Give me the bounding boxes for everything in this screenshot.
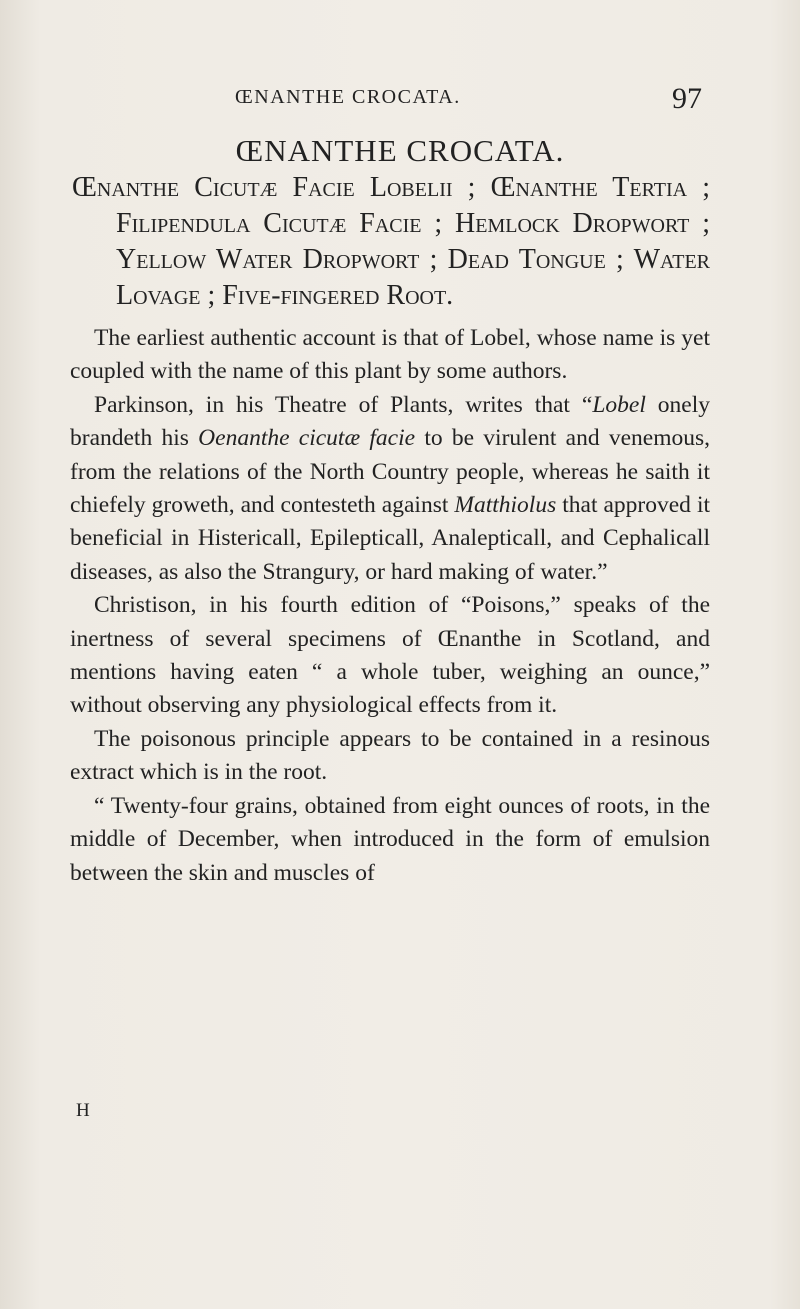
synonym-list: Œnanthe Cicutæ Facie Lobelii ; Œnanthe Tertia ; Filipendula Cicutæ Facie ; Hemlock Dropwort ; Yellow Water Dropwort ; Dead Tongue ; Water Lovage ; Five-fingered Root. <box>72 172 710 311</box>
section-heading: ŒNANTHE CROCATA. <box>235 133 565 168</box>
paragraph-text: to be virulent and venemous, from the relations of the North Country people, whereas he saith it chiefely groweth, and contesteth against <box>70 425 710 519</box>
paragraph-parkinson <box>70 389 710 589</box>
italic-matthiolus: Matthiolus <box>454 492 557 519</box>
paragraph-twenty-four-grains: “ Twenty-four grains, obtained from eight ounces of roots, in the middle of December, when introduced in the form of emulsion between the skin and muscles of <box>70 792 710 886</box>
paragraph-text: onely brandeth his <box>70 391 710 452</box>
paragraph-text: Parkinson, in his Theatre of Plants, writes that “ <box>94 391 593 418</box>
page-content <box>70 132 710 890</box>
paragraph-principle: The poisonous principle appears to be contained in a resinous extract which is in the root. <box>70 725 710 786</box>
italic-oenanthe: Oenanthe cicutæ facie <box>198 425 416 452</box>
signature-mark: H <box>76 1100 91 1121</box>
paragraph-text: that approved it beneficial in Histericall, Epilepticall, Analepticall, and Cephalicall diseases, as also the Strangury, or hard making of water.” <box>70 492 711 585</box>
italic-lobel: Lobel <box>592 391 646 418</box>
running-title: ŒNANTHE CROCATA. <box>235 86 461 108</box>
running-head <box>0 82 800 114</box>
paragraph-lobel: The earliest authentic account is that of Lobel, whose name is yet coupled with the name of this plant by some authors. <box>70 325 710 385</box>
page-number: 97 <box>672 82 702 115</box>
paragraph-christison: Christison, in his fourth edition of “Poisons,” speaks of the inertness of several specimens of Œnanthe in Scotland, and mentions having eaten “ a whole tuber, weighing an ounce,” without observing any physiological effects from it. <box>70 592 710 719</box>
